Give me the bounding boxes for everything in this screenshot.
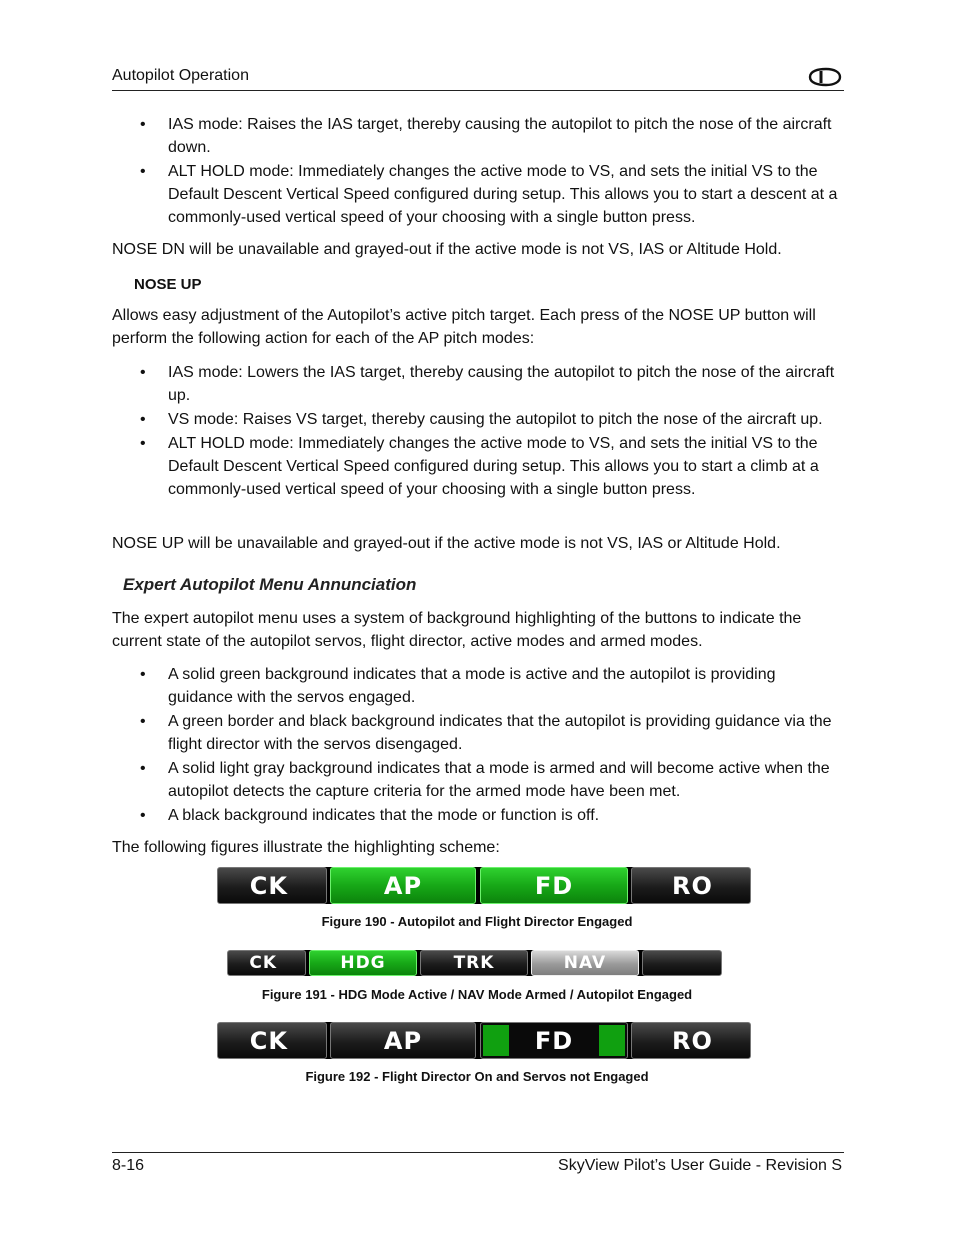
page-number: 8-16 xyxy=(112,1157,145,1174)
trk-button-off: TRK xyxy=(420,950,528,976)
ap-button-off: AP xyxy=(330,1022,476,1059)
header-rule xyxy=(112,90,844,91)
expert-intro: The expert autopilot menu uses a system of background highlighting of the buttons to indicate the current state of the autopilot servos, flight director, active modes and armed modes. xyxy=(112,610,802,650)
figure-190-caption: Figure 190 - Autopilot and Flight Director Engaged xyxy=(321,914,633,929)
fd-green-border-left xyxy=(483,1025,509,1056)
nav-button-armed: NAV xyxy=(531,950,639,976)
list-item: • A solid light gray background indicates that a mode is armed and will become active when the autopilot detects the capture criteria for the armed mode have been met. xyxy=(112,757,844,803)
document-title: SkyView Pilot’s User Guide - Revision S xyxy=(558,1157,842,1174)
nose-up-heading: NOSE UP xyxy=(134,276,202,293)
ap-menu-button-partial-right: RO xyxy=(631,867,751,904)
list-item: • IAS mode: Lowers the IAS target, thereby causing the autopilot to pitch the nose of the aircraft up. xyxy=(112,361,844,407)
nose-dn-bullet-list xyxy=(112,113,844,230)
figure-191-caption: Figure 191 - HDG Mode Active / NAV Mode Armed / Autopilot Engaged xyxy=(261,987,693,1002)
fd-button-active: FD xyxy=(480,867,628,904)
list-item: • VS mode: Raises VS target, thereby causing the autopilot to pitch the nose of the aircraft up. xyxy=(112,408,844,431)
list-item: • A black background indicates that the mode or function is off. xyxy=(112,804,844,827)
ap-button-active: AP xyxy=(330,867,476,904)
footer-rule xyxy=(112,1152,844,1153)
figure-192-caption: Figure 192 - Flight Director On and Servos not Engaged xyxy=(305,1069,649,1084)
list-item: • ALT HOLD mode: Immediately changes the active mode to VS, and sets the initial VS to the Default Descent Vertical Speed configured during setup. This allows you to start a descent at a commonly-used vertical speed of your choosing with a single button press. xyxy=(112,160,844,229)
expert-bullet-list xyxy=(112,663,844,828)
ap-menu-button-partial-left: CK xyxy=(217,1022,327,1059)
ap-menu-button-partial-right xyxy=(642,950,722,976)
fd-green-border-right xyxy=(599,1025,625,1056)
figures-intro: The following figures illustrate the highlighting scheme: xyxy=(112,839,500,856)
dynon-logo-icon xyxy=(806,68,842,86)
nose-up-bullet-list xyxy=(112,361,844,502)
fd-button-flight-director-only: FD xyxy=(480,1022,628,1059)
list-item: • A solid green background indicates that a mode is active and the autopilot is providing guidance with the servos engaged. xyxy=(112,663,844,709)
section-title: Autopilot Operation xyxy=(112,67,249,84)
list-item: • IAS mode: Raises the IAS target, thereby causing the autopilot to pitch the nose of the aircraft down. xyxy=(112,113,844,159)
figure-190-button-bar xyxy=(249,867,713,904)
ap-menu-button-partial-left: CK xyxy=(227,950,306,976)
ap-menu-button-partial-left: CK xyxy=(217,867,327,904)
list-item: • A green border and black background indicates that the autopilot is providing guidance via the flight director with the servos disengaged. xyxy=(112,710,844,756)
expert-heading: Expert Autopilot Menu Annunciation xyxy=(123,575,417,594)
ap-menu-button-partial-right: RO xyxy=(631,1022,751,1059)
hdg-button-active: HDG xyxy=(309,950,417,976)
figure-192-button-bar xyxy=(249,1022,713,1059)
nose-up-note: NOSE UP will be unavailable and grayed-out if the active mode is not VS, IAS or Altitude Hold. xyxy=(112,535,781,552)
list-item: • ALT HOLD mode: Immediately changes the active mode to VS, and sets the initial VS to the Default Descent Vertical Speed configured during setup. This allows you to start a climb at a commonly-used vertical speed of your choosing with a single button press. xyxy=(112,432,844,501)
nose-up-intro: Allows easy adjustment of the Autopilot’s active pitch target. Each press of the NOSE UP button will perform the following action for each of the AP pitch modes: xyxy=(112,307,816,347)
nose-dn-note: NOSE DN will be unavailable and grayed-out if the active mode is not VS, IAS or Altitude Hold. xyxy=(112,241,782,258)
figure-191-button-bar xyxy=(249,950,695,976)
